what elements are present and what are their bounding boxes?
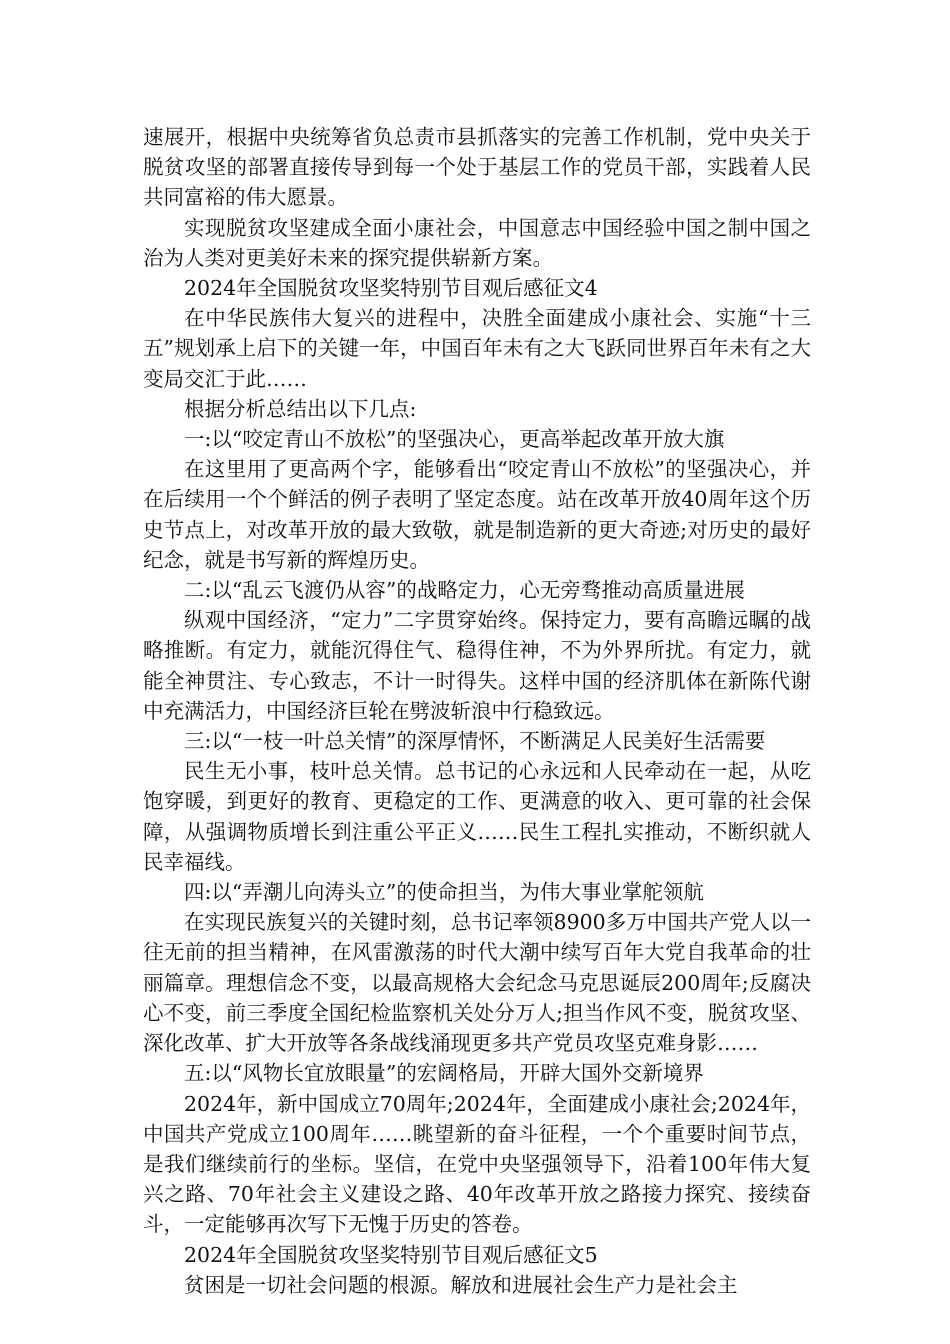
- paragraph: 根据分析总结出以下几点:: [184, 396, 417, 421]
- document-body: [143, 122, 811, 1300]
- paragraph-continuation: 速展开，根据中央统筹省负总责市县抓落实的完善工作机制，党中央关于脱贫攻坚的部署直接传导到每一个处于基层工作的党员干部，实践着人民共同富裕的伟大愿景。: [143, 125, 811, 210]
- paragraph: 在这里用了更高两个字，能够看出“咬定青山不放松”的坚强决心，并在后续用一个个鲜活的例子表明了坚定态度。站在改革开放40周年这个历史节点上，对改革开放的最大致敬，就是制造新的更大奇迹;对历史的最好纪念，就是书写新的辉煌历史。: [143, 457, 811, 572]
- section-heading: 二:以“乱云飞渡仍从容”的战略定力，心无旁骛推动高质量进展: [184, 578, 745, 603]
- paragraph: 在实现民族复兴的关键时刻，总书记率领8900多万中国共产党人以一往无前的担当精神，在风雷激荡的时代大潮中续写百年大党自我革命的壮丽篇章。理想信念不变，以最高规格大会纪念马克思诞辰200周年;反腐决心不变，前三季度全国纪检监察机关处分万人;担当作风不变，脱贫攻坚、深化改革、扩大开放等各条战线涌现更多共产党员攻坚克难身影……: [143, 910, 811, 1056]
- paragraph: 贫困是一切社会问题的根源。解放和进展社会生产力是社会主: [184, 1272, 738, 1297]
- paragraph: 民生无小事，枝叶总关情。总书记的心永远和人民牵动在一起，从吃饱穿暖，到更好的教育、更稳定的工作、更满意的收入、更可靠的社会保障，从强调物质增长到注重公平正义……民生工程扎实推动，不断织就人民幸福线。: [143, 759, 811, 874]
- section-heading: 三:以“一枝一叶总关情”的深厚情怀，不断满足人民美好生活需要: [184, 729, 766, 754]
- paragraph: 实现脱贫攻坚建成全面小康社会，中国意志中国经验中国之制中国之治为人类对更美好未来的探究提供崭新方案。: [143, 215, 811, 270]
- section-heading: 一:以“咬定青山不放松”的坚强决心，更高举起改革开放大旗: [184, 427, 725, 452]
- section-heading: 五:以“风物长宜放眼量”的宏阔格局，开辟大国外交新境界: [184, 1061, 704, 1086]
- paragraph: 在中华民族伟大复兴的进程中，决胜全面建成小康社会、实施“十三五”规划承上启下的关键一年，中国百年未有之大飞跃同世界百年未有之大变局交汇于此……: [143, 306, 811, 391]
- essay-heading: 2024年全国脱贫攻坚奖特别节目观后感征文5: [184, 1242, 598, 1267]
- paragraph: 纵观中国经济，“定力”二字贯穿始终。保持定力，要有高瞻远瞩的战略推断。有定力，就能沉得住气、稳得住神，不为外界所扰。有定力，就能全神贯注、专心致志，不计一时得失。这样中国的经济肌体在新陈代谢中充满活力，中国经济巨轮在劈波斩浪中行稳致远。: [143, 608, 811, 723]
- essay-heading: 2024年全国脱贫攻坚奖特别节目观后感征文4: [184, 276, 598, 301]
- section-heading: 四:以“弄潮儿向涛头立”的使命担当，为伟大事业掌舵领航: [184, 880, 704, 905]
- paragraph: 2024年，新中国成立70周年;2024年，全面建成小康社会;2024年，中国共产党成立100周年……眺望新的奋斗征程，一个个重要时间节点，是我们继续前行的坐标。坚信，在党中央坚强领导下，沿着100年伟大复兴之路、70年社会主义建设之路、40年改革开放之路接力探究、接续奋斗，一定能够再次写下无愧于历史的答卷。: [143, 1091, 811, 1237]
